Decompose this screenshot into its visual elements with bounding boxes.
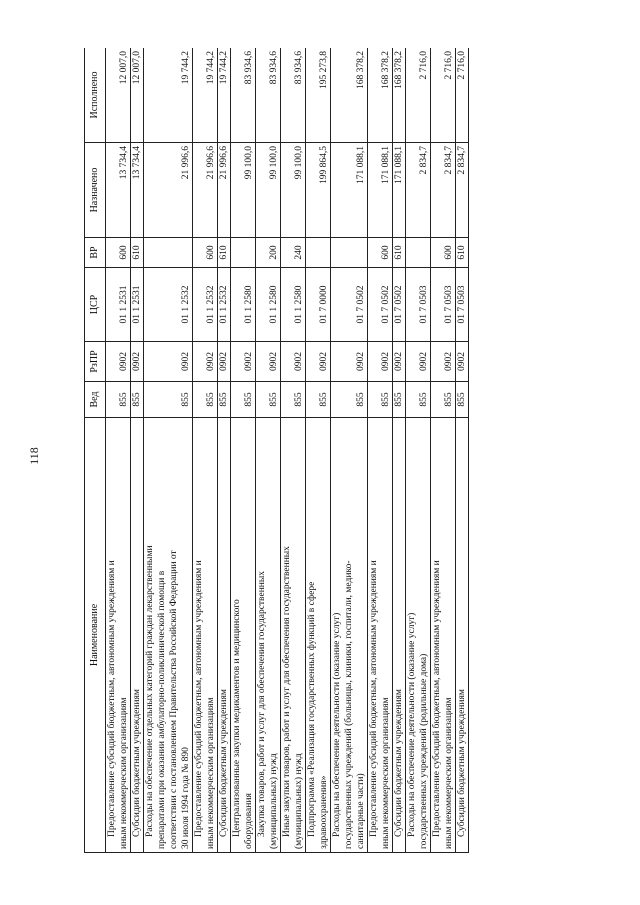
row-name [231,418,256,853]
row-csr: 01 1 2580 [281,268,306,342]
table-row [406,48,431,853]
row-name [393,418,406,853]
row-vr [231,238,256,268]
row-csr: 01 7 0000 [306,268,331,342]
budget-table [84,48,469,853]
row-name [106,418,131,853]
row-name [218,418,231,853]
row-name-line: препаратами при оказании амбулаторно-поликлинической помощи в [157,570,167,849]
table-row [281,48,306,853]
row-vr: 600 [368,238,393,268]
row-assigned: 21 996,6 [193,143,218,238]
row-name-line: Расходы на обеспечение отдельных категорий граждан лекарственными [145,545,155,837]
row-csr: 01 1 2532 [144,268,193,342]
row-csr: 01 1 2532 [218,268,231,342]
row-vr [144,238,193,268]
row-executed: 2 716,0 [406,48,431,143]
row-assigned: 171 088,1 [393,143,406,238]
row-name-line: Предоставление субсидий бюджетным, автономным учреждениям и [432,560,442,837]
row-rzpr: 0902 [306,342,331,382]
row-ved: 855 [406,382,431,418]
row-ved: 855 [456,382,469,418]
table-row [393,48,406,853]
row-executed: 168 378,2 [393,48,406,143]
header-assigned: Назначено [85,143,106,238]
row-assigned: 2 834,7 [406,143,431,238]
row-name-line: (муниципальных) нужд [294,753,304,849]
row-executed: 2 716,0 [456,48,469,143]
row-ved: 855 [193,382,218,418]
table-row [431,48,456,853]
row-rzpr: 0902 [331,342,368,382]
row-ved: 855 [393,382,406,418]
row-csr: 01 1 2580 [231,268,256,342]
row-csr: 01 1 2531 [131,268,144,342]
row-assigned: 2 834,7 [456,143,469,238]
row-name-line: Иные закупки товаров, работ и услуг для обеспечения государственных [282,546,292,837]
row-name [281,418,306,853]
header-name: Наименование [85,418,106,853]
row-csr: 01 1 2531 [106,268,131,342]
row-executed: 19 744,2 [144,48,193,143]
row-rzpr: 0902 [431,342,456,382]
table-row [306,48,331,853]
table-row [368,48,393,853]
row-name-line: Централизованные закупки медикаментов и медицинского [232,599,242,837]
row-rzpr: 0902 [193,342,218,382]
row-name-line: иным некоммерческим организациям [381,697,391,849]
table-row [331,48,368,853]
row-vr: 200 [256,238,281,268]
row-rzpr: 0902 [218,342,231,382]
row-name-line: оборудования [244,793,254,849]
header-ved: Вед [85,382,106,418]
row-ved: 855 [368,382,393,418]
row-rzpr: 0902 [368,342,393,382]
row-name-line: санитарные части) [356,773,366,849]
row-rzpr: 0902 [131,342,144,382]
table-body [106,48,469,853]
table-row [256,48,281,853]
row-rzpr: 0902 [406,342,431,382]
row-name-line: 30 июля 1994 года № 890 [181,747,191,849]
row-name-line: Предоставление субсидий бюджетным, автономным учреждениям и [194,560,204,837]
row-name-line: государственных учреждений (больницы, клиники, госпитали, медико- [344,560,354,849]
row-rzpr: 0902 [144,342,193,382]
row-ved: 855 [306,382,331,418]
row-ved: 855 [131,382,144,418]
row-assigned: 13 734,4 [106,143,131,238]
row-name-line: Субсидии бюджетным учреждениям [132,689,142,837]
row-executed: 12 007,0 [106,48,131,143]
row-ved: 855 [231,382,256,418]
row-name [406,418,431,853]
table-row [144,48,193,853]
header-rzpr: РзПР [85,342,106,382]
table-row [106,48,131,853]
row-vr: 610 [456,238,469,268]
row-executed: 83 934,6 [256,48,281,143]
row-name-line: Расходы на обеспечение деятельности (оказание услуг) [407,612,417,837]
row-name [193,418,218,853]
row-csr: 01 7 0503 [431,268,456,342]
row-assigned: 99 100,0 [256,143,281,238]
table-row [456,48,469,853]
row-rzpr: 0902 [231,342,256,382]
row-name-line: (муниципальных) нужд [269,753,279,849]
row-name-line: Расходы на обеспечение деятельности (оказание услуг) [332,612,342,837]
row-vr: 610 [218,238,231,268]
row-rzpr: 0902 [106,342,131,382]
row-name-line: здравоохранения» [319,775,329,849]
row-assigned: 2 834,7 [431,143,456,238]
row-executed: 12 007,0 [131,48,144,143]
row-assigned: 199 864,5 [306,143,331,238]
row-rzpr: 0902 [393,342,406,382]
header-csr: ЦСР [85,268,106,342]
row-name-line: иным некоммерческим организациям [119,697,129,849]
row-name [144,418,193,853]
row-name-line: Предоставление субсидий бюджетным, автономным учреждениям и [107,560,117,837]
row-name [431,418,456,853]
row-name-line: иным некоммерческим организациям [206,697,216,849]
row-csr: 01 1 2580 [256,268,281,342]
row-assigned: 171 088,1 [331,143,368,238]
row-assigned: 13 734,4 [131,143,144,238]
row-name-line: соответствии с постановлением Правительства Российской Федерации от [169,550,179,849]
row-ved: 855 [281,382,306,418]
header-vr: ВР [85,238,106,268]
row-executed: 195 273,8 [306,48,331,143]
row-executed: 83 934,6 [281,48,306,143]
row-name-line: Предоставление субсидий бюджетным, автономным учреждениям и [369,560,379,837]
row-name-line: Закупка товаров, работ и услуг для обеспечения государственных [257,570,267,837]
row-executed: 168 378,2 [368,48,393,143]
row-name [456,418,469,853]
row-name-line: Подпрограмма «Реализация государственных функций в сфере [307,581,317,837]
row-assigned: 99 100,0 [231,143,256,238]
row-executed: 2 716,0 [431,48,456,143]
row-executed: 168 378,2 [331,48,368,143]
row-name-line: иным некоммерческим организациям [444,697,454,849]
row-ved: 855 [331,382,368,418]
row-executed: 83 934,6 [231,48,256,143]
table-row [218,48,231,853]
row-name [306,418,331,853]
header-executed: Исполнено [85,48,106,143]
row-executed: 19 744,2 [218,48,231,143]
row-ved: 855 [431,382,456,418]
table-row [193,48,218,853]
row-csr: 01 7 0503 [406,268,431,342]
row-executed: 19 744,2 [193,48,218,143]
row-vr: 610 [131,238,144,268]
row-name [331,418,368,853]
row-vr: 610 [393,238,406,268]
row-name-line: Субсидии бюджетным учреждениям [457,689,467,837]
row-vr [306,238,331,268]
row-csr: 01 7 0502 [368,268,393,342]
row-ved: 855 [256,382,281,418]
table-row [231,48,256,853]
row-vr: 600 [431,238,456,268]
row-vr: 600 [106,238,131,268]
row-assigned: 99 100,0 [281,143,306,238]
row-csr: 01 1 2532 [193,268,218,342]
row-csr: 01 7 0503 [456,268,469,342]
row-assigned: 171 088,1 [368,143,393,238]
rotated-table-container [84,48,544,853]
row-vr: 240 [281,238,306,268]
row-assigned: 21 996,6 [218,143,231,238]
row-csr: 01 7 0502 [331,268,368,342]
row-rzpr: 0902 [456,342,469,382]
row-assigned: 21 996,6 [144,143,193,238]
row-ved: 855 [218,382,231,418]
row-vr [331,238,368,268]
page-number: 118 [27,447,41,465]
row-name [131,418,144,853]
row-name [256,418,281,853]
row-ved: 855 [144,382,193,418]
rotated-page-area [84,48,544,853]
row-name [368,418,393,853]
row-rzpr: 0902 [281,342,306,382]
row-csr: 01 7 0502 [393,268,406,342]
table-row [131,48,144,853]
row-name-line: государственных учреждений (родильные дома) [419,653,429,849]
row-ved: 855 [106,382,131,418]
row-rzpr: 0902 [256,342,281,382]
row-name-line: Субсидии бюджетным учреждениям [219,689,229,837]
row-vr: 600 [193,238,218,268]
row-vr [406,238,431,268]
table-header-row [85,48,106,853]
row-name-line: Субсидии бюджетным учреждениям [394,689,404,837]
